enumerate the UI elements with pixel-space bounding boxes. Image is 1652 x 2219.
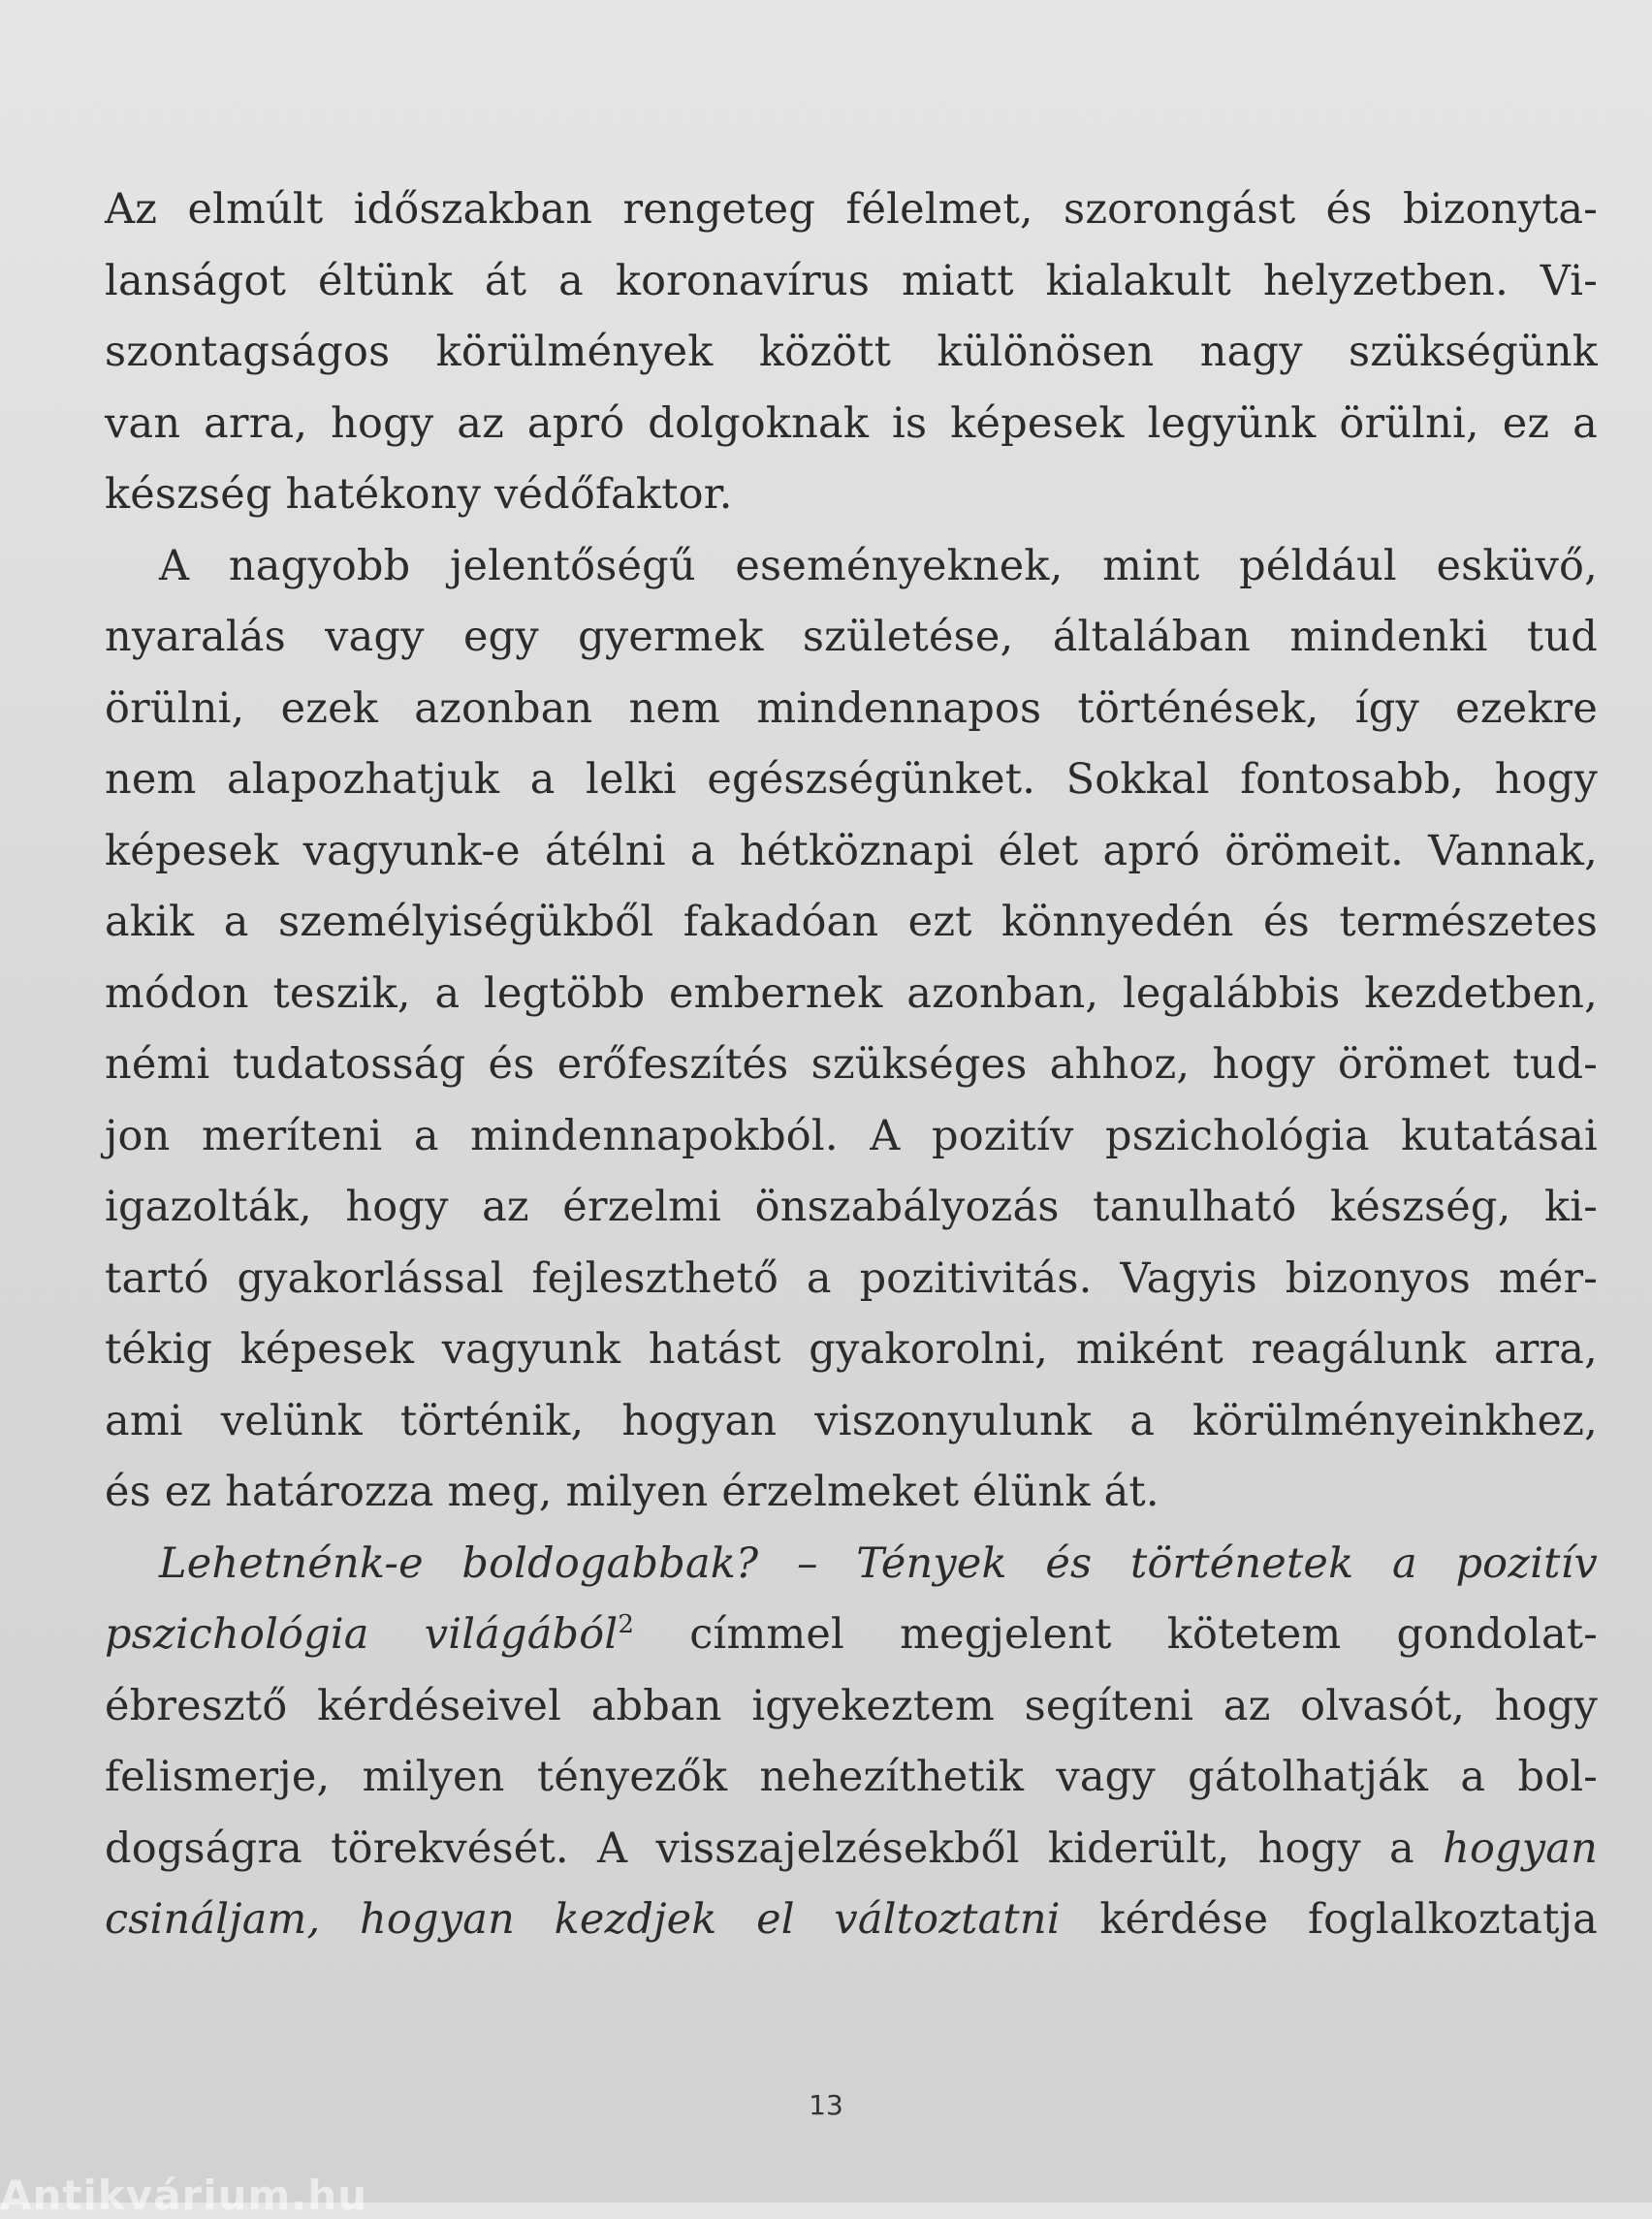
text-line: akik a személyiségükből fakadóan ezt könnyedén és természetes: [105, 898, 1598, 946]
text-line: nyaralás vagy egy gyermek születése, általában mindenki tud: [105, 613, 1598, 661]
text-line: készség hatékony védőfaktor.: [105, 470, 733, 519]
page-number: 13: [809, 2089, 843, 2121]
paragraph-3: [105, 1529, 1598, 1956]
text-line: igazolták, hogy az érzelmi önszabályozás tanulható készség, ki-: [105, 1183, 1598, 1231]
text-line: jon meríteni a mindennapokból. A pozitív pszichológia kutatásai: [105, 1111, 1598, 1160]
text-line: nem alapozhatjuk a lelki egészségünket. Sokkal fontosabb, hogy: [105, 755, 1598, 804]
text-line: [105, 1529, 1598, 1601]
emphasis-italic: hogyan: [1443, 1823, 1598, 1873]
emphasis-italic: csináljam, hogyan kezdjek el változtatni: [105, 1895, 1061, 1944]
paragraph-2: [105, 531, 1598, 1529]
footnote-marker[interactable]: 2: [618, 1610, 635, 1639]
text-line: tékig képesek vagyunk hatást gyakorolni, miként reagálunk arra,: [105, 1325, 1598, 1374]
text-line: némi tudatosság és erőfeszítés szükséges ahhoz, hogy örömet tud-: [105, 1040, 1598, 1089]
text-line: [105, 1885, 1598, 1956]
text-fragment: címmel megjelent kötetem gondolat-: [634, 1610, 1598, 1659]
text-line: [105, 1814, 1598, 1886]
paragraph-1: [105, 174, 1598, 531]
text-line: módon teszik, a legtöbb embernek azonban, legalábbis kezdetben,: [105, 968, 1598, 1018]
text-line: lanságot éltünk át a koronavírus miatt kialakult helyzetben. Vi-: [105, 256, 1598, 305]
text-line: [105, 1600, 1598, 1671]
text-line: szontagságos körülmények között különösen nagy szükségünk: [105, 328, 1598, 376]
text-line: örülni, ezek azonban nem mindennapos történések, így ezekre: [105, 683, 1598, 733]
text-fragment: kérdése foglalkoztatja: [1060, 1895, 1599, 1944]
text-line: felismerje, milyen tényezők nehezíthetik vagy gátolhatják a bol-: [105, 1753, 1598, 1801]
text-line: A nagyobb jelentőségű eseményeknek, mint például esküvő,: [159, 541, 1598, 590]
book-title-italic: pszichológia világából: [105, 1610, 619, 1659]
watermark: Antikvárium.hu: [0, 2171, 368, 2219]
text-line: Az elmúlt időszakban rengeteg félelmet, szorongást és bizonyta-: [105, 185, 1598, 234]
page-text: [105, 174, 1598, 1956]
text-line: ébresztő kérdéseivel abban igyekeztem segíteni az olvasót, hogy: [105, 1681, 1598, 1730]
text-line: képesek vagyunk-e átélni a hétköznapi élet apró örömeit. Vannak,: [105, 826, 1598, 875]
text-line: ami velünk történik, hogyan viszonyulunk a körülményeinkhez,: [105, 1396, 1598, 1445]
text-fragment: dogságra törekvését. A visszajelzésekből kiderült, hogy a: [105, 1823, 1444, 1873]
text-line: tartó gyakorlással fejleszthető a pozitivitás. Vagyis bizonyos mér-: [105, 1253, 1598, 1303]
text-line: és ez határozza meg, milyen érzelmeket élünk át.: [105, 1468, 1160, 1516]
text-line: van arra, hogy az apró dolgoknak is képesek legyünk örülni, ez a: [105, 398, 1598, 448]
book-title-italic: Lehetnénk-e boldogabbak? – Tények és történetek a pozitív: [159, 1538, 1598, 1588]
